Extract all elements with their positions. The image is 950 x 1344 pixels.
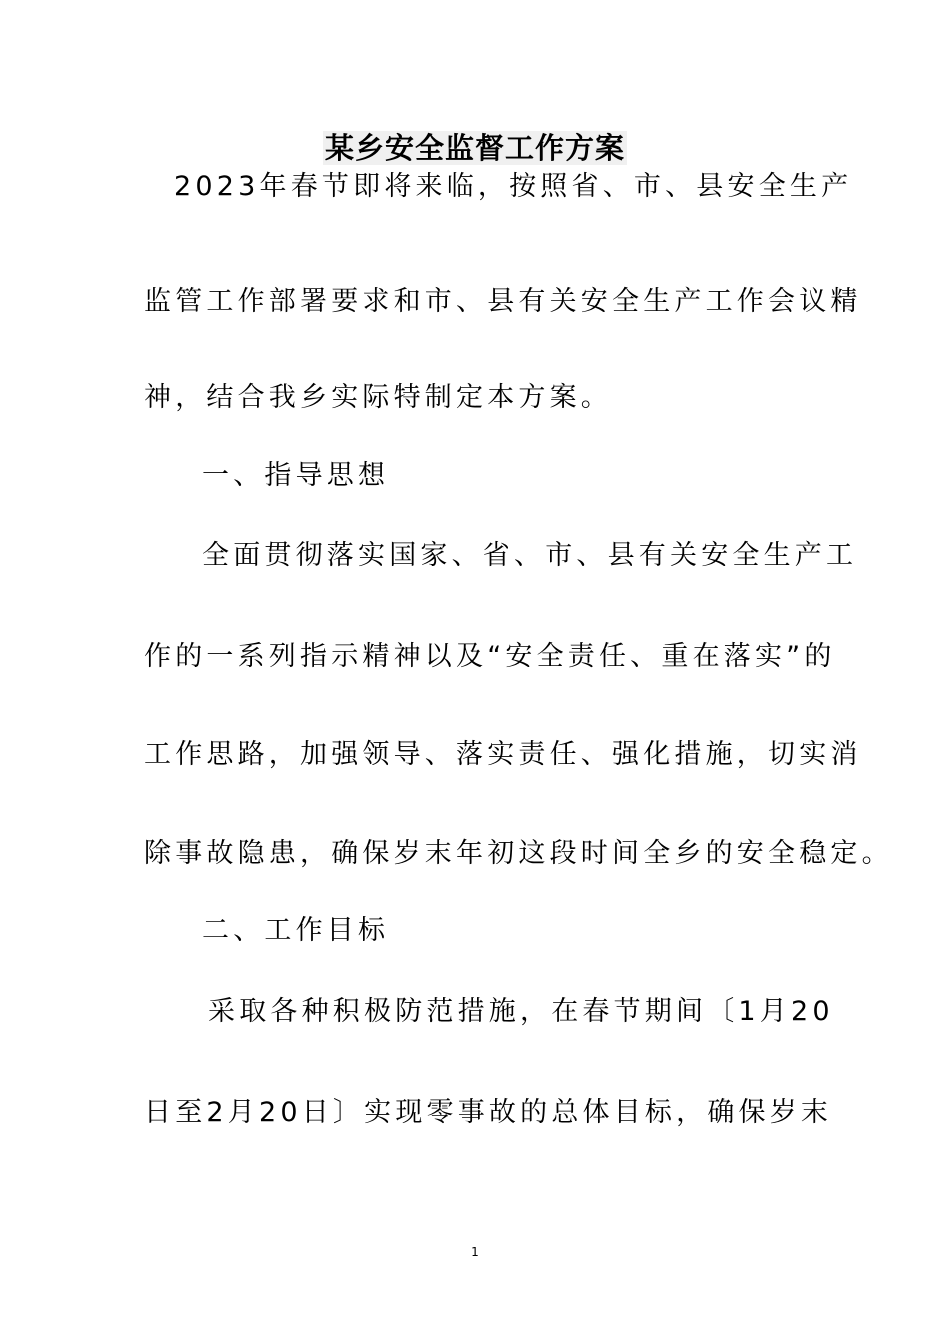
document-title-text: 某乡安全监督工作方案 [324,131,625,165]
section-heading: 二、工作目标 [202,915,390,946]
section-heading: 一、指导思想 [202,460,390,491]
paragraph-line: 作的一系列指示精神以及“安全责任、重在落实”的 [144,641,836,672]
document-title [0,128,950,168]
paragraph-line: 神，结合我乡实际特制定本方案。 [144,382,612,413]
paragraph-line: 除事故隐患，确保岁末年初这段时间全乡的安全稳定。 [144,838,893,869]
paragraph-line: 2023年春节即将来临，按照省、市、县安全生产 [174,171,853,202]
paragraph-line: 日至2月20日〕实现零事故的总体目标，确保岁末 [144,1097,833,1128]
paragraph-line: 全面贯彻落实国家、省、市、县有关安全生产工 [202,540,858,571]
paragraph-line: 采取各种积极防范措施，在春节期间〔1月20 [208,996,834,1027]
paragraph-line: 工作思路，加强领导、落实责任、强化措施，切实消 [144,739,862,770]
page-number: 1 [471,1245,479,1259]
paragraph-line: 监管工作部署要求和市、县有关安全生产工作会议精 [144,286,862,317]
